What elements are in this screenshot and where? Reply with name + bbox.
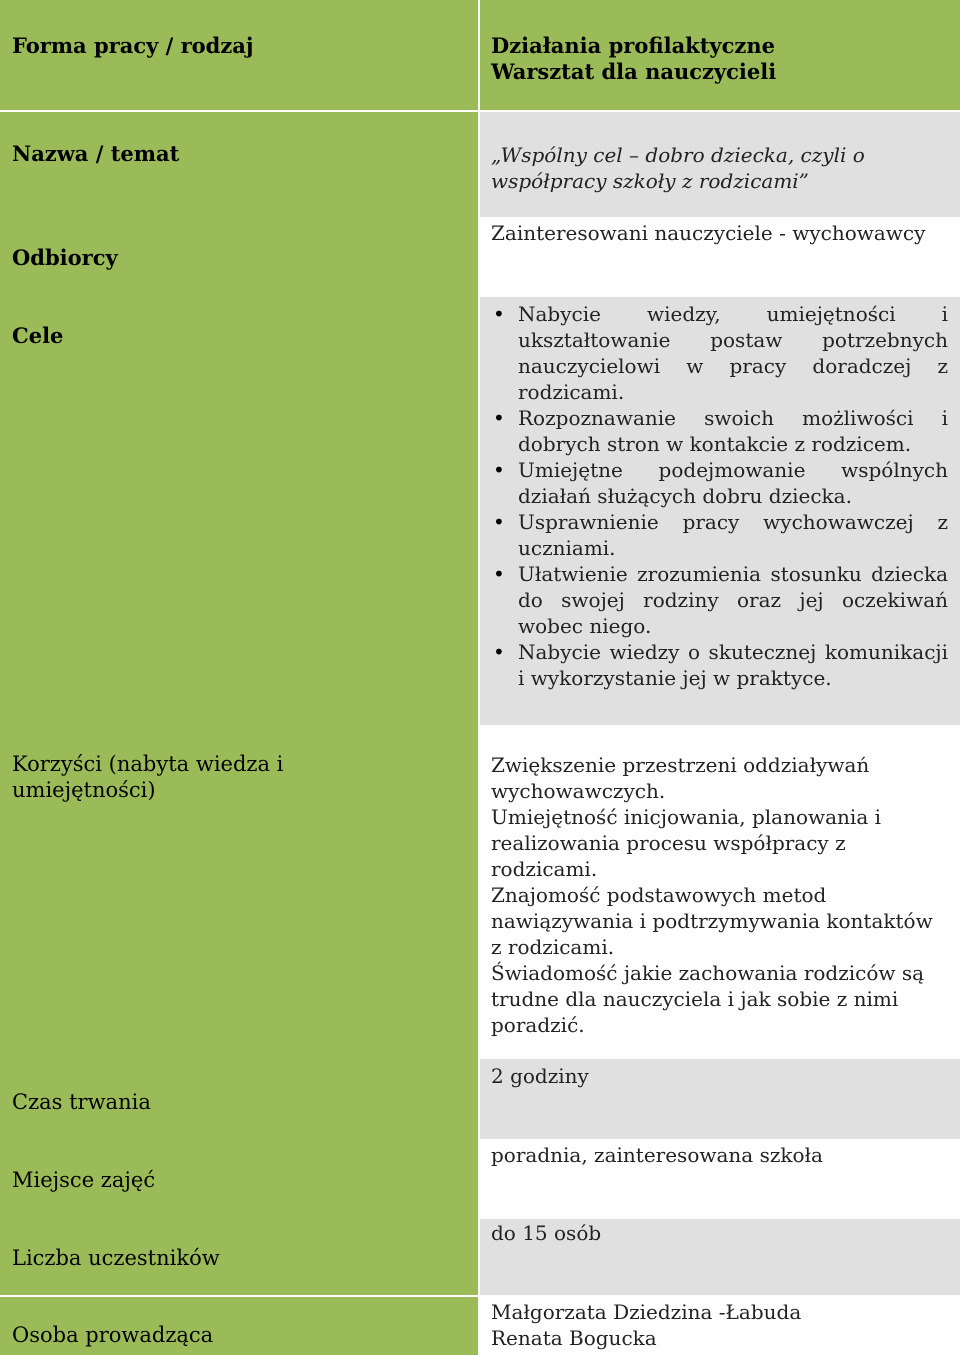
liczba-cell xyxy=(480,1219,960,1295)
label-nazwa: Nazwa / temat xyxy=(12,141,180,166)
row-divider xyxy=(0,1295,960,1297)
cele-item: • Usprawnienie pracy wychowawczej z uczniami. xyxy=(491,509,948,561)
korzysci-cell xyxy=(480,727,960,1057)
header-right-cell xyxy=(480,0,960,110)
osoba-value-line2: Renata Bogucka xyxy=(491,1326,657,1350)
czas-value: 2 godziny xyxy=(491,1064,589,1088)
label-korzysci: Korzyści (nabyta wiedza i umiejętności) xyxy=(12,752,284,802)
korzysci-item: Świadomość jakie zachowania rodziców są trudne dla nauczyciela i jak sobie z nimi poradzić. xyxy=(491,961,925,1037)
label-odbiorcy: Odbiorcy xyxy=(12,245,118,270)
label-liczba: Liczba uczestników xyxy=(12,1246,220,1270)
liczba-value: do 15 osób xyxy=(491,1221,602,1245)
label-cele: Cele xyxy=(12,323,64,348)
row-divider xyxy=(0,110,960,112)
label-osoba: Osoba prowadząca xyxy=(12,1323,214,1347)
miejsce-cell xyxy=(480,1141,960,1217)
odbiorcy-cell xyxy=(480,219,960,295)
cele-cell xyxy=(480,297,960,725)
cele-item: • Umiejętne podejmowanie wspólnych działań służących dobru dziecka. xyxy=(491,457,948,509)
cele-item: • Ułatwienie zrozumienia stosunku dziecka do swojej rodziny oraz jej oczekiwań wobec niego. xyxy=(491,561,948,639)
cele-item: • Rozpoznawanie swoich możliwości i dobrych stron w kontakcie z rodzicem. xyxy=(491,405,948,457)
header-right-line2: Warsztat dla nauczycieli xyxy=(491,59,777,84)
label-miejsce: Miejsce zajęć xyxy=(12,1168,156,1192)
korzysci-item: Zwiększenie przestrzeni oddziaływań wychowawczych. xyxy=(491,753,870,803)
cele-item: • Nabycie wiedzy o skutecznej komunikacji i wykorzystanie jej w praktyce. xyxy=(491,639,948,691)
osoba-cell xyxy=(480,1297,960,1355)
czas-cell xyxy=(480,1059,960,1139)
header-right-line1: Działania profilaktyczne xyxy=(491,33,775,58)
cele-item: • Nabycie wiedzy, umiejętności i ukształtowanie postaw potrzebnych nauczycielowi w pracy doradczej z rodzicami. xyxy=(491,301,948,405)
nazwa-value: „Wspólny cel – dobro dziecka, czyli o współpracy szkoły z rodzicami” xyxy=(491,143,865,193)
label-czas: Czas trwania xyxy=(12,1090,151,1114)
right-value-column xyxy=(480,0,960,1355)
cele-list xyxy=(491,301,948,691)
cele-list-wrap xyxy=(480,301,960,691)
korzysci-item: Umiejętność inicjowania, planowania i realizowania procesu współpracy z rodzicami. xyxy=(491,805,881,881)
header-left-label: Forma pracy / rodzaj xyxy=(12,33,254,58)
osoba-value-line1: Małgorzata Dziedzina -Łabuda xyxy=(491,1300,802,1324)
korzysci-item: Znajomość podstawowych metod nawiązywania i podtrzymywania kontaktów z rodzicami. xyxy=(491,883,933,959)
nazwa-cell xyxy=(480,112,960,217)
miejsce-value: poradnia, zainteresowana szkoła xyxy=(491,1143,823,1167)
odbiorcy-value: Zainteresowani nauczyciele - wychowawcy xyxy=(491,221,926,245)
korzysci-list xyxy=(480,752,960,1038)
